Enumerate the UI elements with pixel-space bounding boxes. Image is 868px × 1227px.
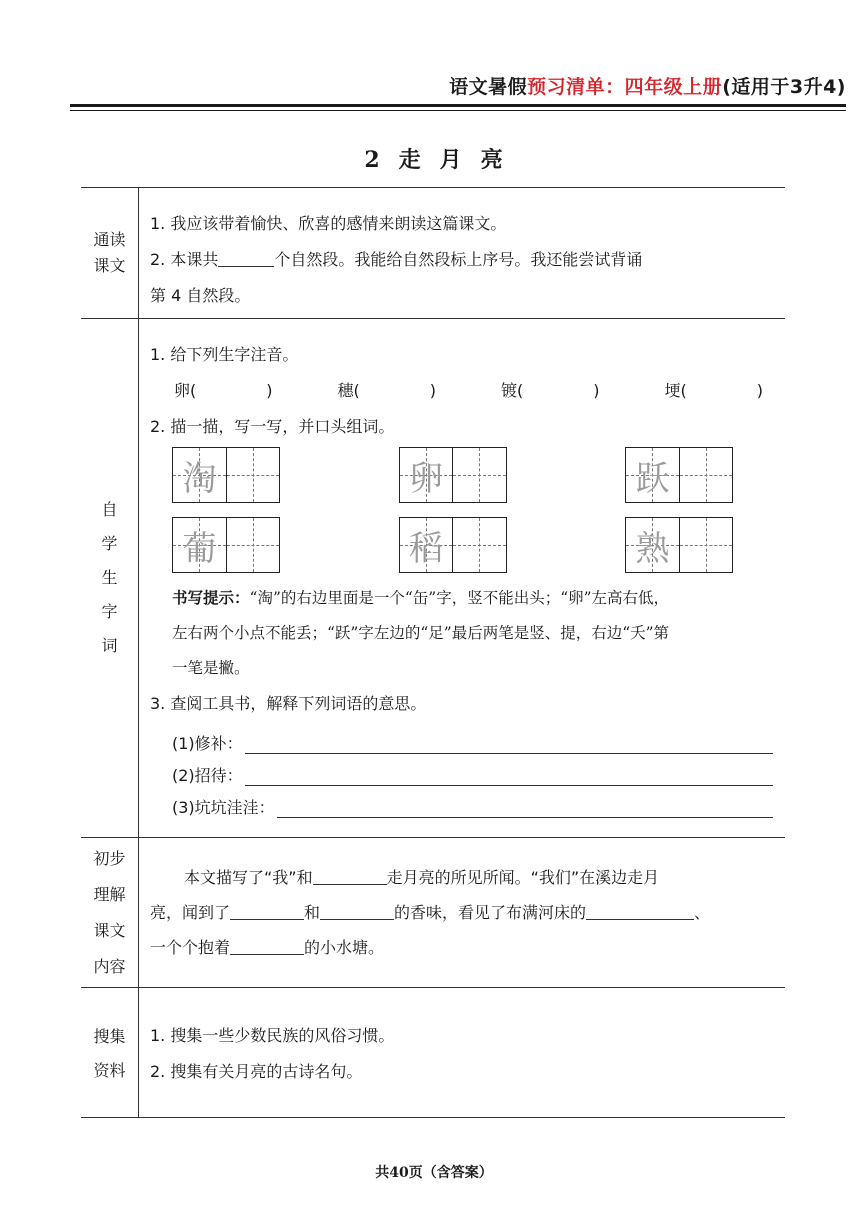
read-item-2-cont: 第 4 自然段。 bbox=[150, 286, 251, 305]
lesson-title-char: 月 bbox=[439, 147, 463, 173]
trace-question: 2. 描一描，写一写，并口头组词。 bbox=[150, 417, 395, 436]
research-item: 2. 搜集有关月亮的古诗名句。 bbox=[150, 1062, 363, 1081]
header-rule-thick bbox=[70, 104, 846, 107]
header-rule-thin bbox=[70, 110, 846, 111]
pinyin-item: 埂( ) bbox=[664, 381, 763, 400]
pinyin-item: 卵( ) bbox=[174, 381, 273, 400]
writing-tip-label: 书写提示： bbox=[172, 589, 250, 607]
trace-grid-row-1 bbox=[150, 447, 773, 503]
fill-blank[interactable] bbox=[230, 899, 304, 920]
trace-char: 稻 bbox=[408, 528, 443, 569]
section-research-content bbox=[139, 988, 786, 1118]
writing-grid[interactable] bbox=[625, 447, 733, 503]
fill-blank[interactable] bbox=[313, 864, 387, 885]
section-label-read: 通读 课文 bbox=[81, 188, 139, 319]
writing-grid[interactable] bbox=[172, 517, 280, 573]
lesson-title-char: 亮 bbox=[480, 147, 504, 173]
writing-grid[interactable] bbox=[399, 447, 507, 503]
fill-blank[interactable] bbox=[586, 899, 694, 920]
read-item-1: 1. 我应该带着愉快、欣喜的感情来朗读这篇课文。 bbox=[150, 214, 507, 233]
trace-char: 葡 bbox=[182, 528, 217, 569]
section-label-comprehension: 初步 理解 课文 内容 bbox=[81, 838, 139, 988]
trace-char: 卵 bbox=[408, 458, 443, 499]
definition-item: (2)招待： bbox=[150, 754, 773, 786]
read-item-2: 2. 本课共 个自然段。我能给自然段标上序号。我还能尝试背诵 bbox=[150, 242, 773, 278]
pinyin-row bbox=[150, 373, 773, 409]
fill-blank[interactable] bbox=[320, 899, 394, 920]
trace-char: 跃 bbox=[635, 458, 670, 499]
definition-item: (3)坑坑洼洼： bbox=[150, 786, 773, 818]
pinyin-item: 穗( ) bbox=[337, 381, 436, 400]
header-series: 语文暑假 bbox=[449, 76, 528, 98]
writing-tip: 书写提示：“淘”的右边里面是一个“缶”字，竖不能出头；“卵”左高右低， 左右两个小点不能丢；“跃”字左边的“足”最后两笔是竖、提，右边“夭”第 一笔是撇。 bbox=[172, 589, 670, 677]
definition-answer-line[interactable] bbox=[277, 799, 773, 818]
page-header bbox=[0, 72, 846, 99]
lesson-number: 2 bbox=[364, 147, 381, 173]
definition-answer-line[interactable] bbox=[245, 735, 773, 754]
section-self-study-content bbox=[139, 319, 786, 838]
pinyin-question: 1. 给下列生字注音。 bbox=[150, 345, 299, 364]
section-read-content bbox=[139, 188, 786, 319]
writing-grid[interactable] bbox=[172, 447, 280, 503]
definition-item: (1)修补： bbox=[150, 722, 773, 754]
fill-blank[interactable] bbox=[230, 934, 304, 955]
preview-table bbox=[81, 187, 785, 1118]
writing-grid[interactable] bbox=[625, 517, 733, 573]
paragraph-count-blank[interactable] bbox=[218, 246, 274, 267]
header-book-title: 预习清单：四年级上册 bbox=[527, 76, 723, 98]
trace-char: 熟 bbox=[635, 528, 670, 569]
writing-grid[interactable] bbox=[399, 517, 507, 573]
section-label-self-study: 自 学 生 字 词 bbox=[81, 319, 139, 838]
research-item: 1. 搜集一些少数民族的风俗习惯。 bbox=[150, 1026, 395, 1045]
header-grade-note: (适用于3升4) bbox=[722, 76, 846, 98]
pinyin-item: 镀( ) bbox=[501, 381, 600, 400]
lesson-title bbox=[0, 143, 868, 174]
page-footer: 共40页（含答案） bbox=[375, 1165, 493, 1181]
lesson-title-char: 走 bbox=[398, 147, 422, 173]
definition-answer-line[interactable] bbox=[245, 767, 773, 786]
trace-char: 淘 bbox=[182, 458, 217, 499]
definition-question: 3. 查阅工具书，解释下列词语的意思。 bbox=[150, 694, 427, 713]
section-label-research: 搜集 资料 bbox=[81, 988, 139, 1118]
section-comprehension-content: 本文描写了“我”和 走月亮的所见所闻。“我们”在溪边走月 亮，闻到了 和 的香味，看见了布满河床的 、 一个个抱着 的小水塘。 bbox=[139, 838, 786, 988]
trace-grid-row-2 bbox=[150, 517, 773, 573]
